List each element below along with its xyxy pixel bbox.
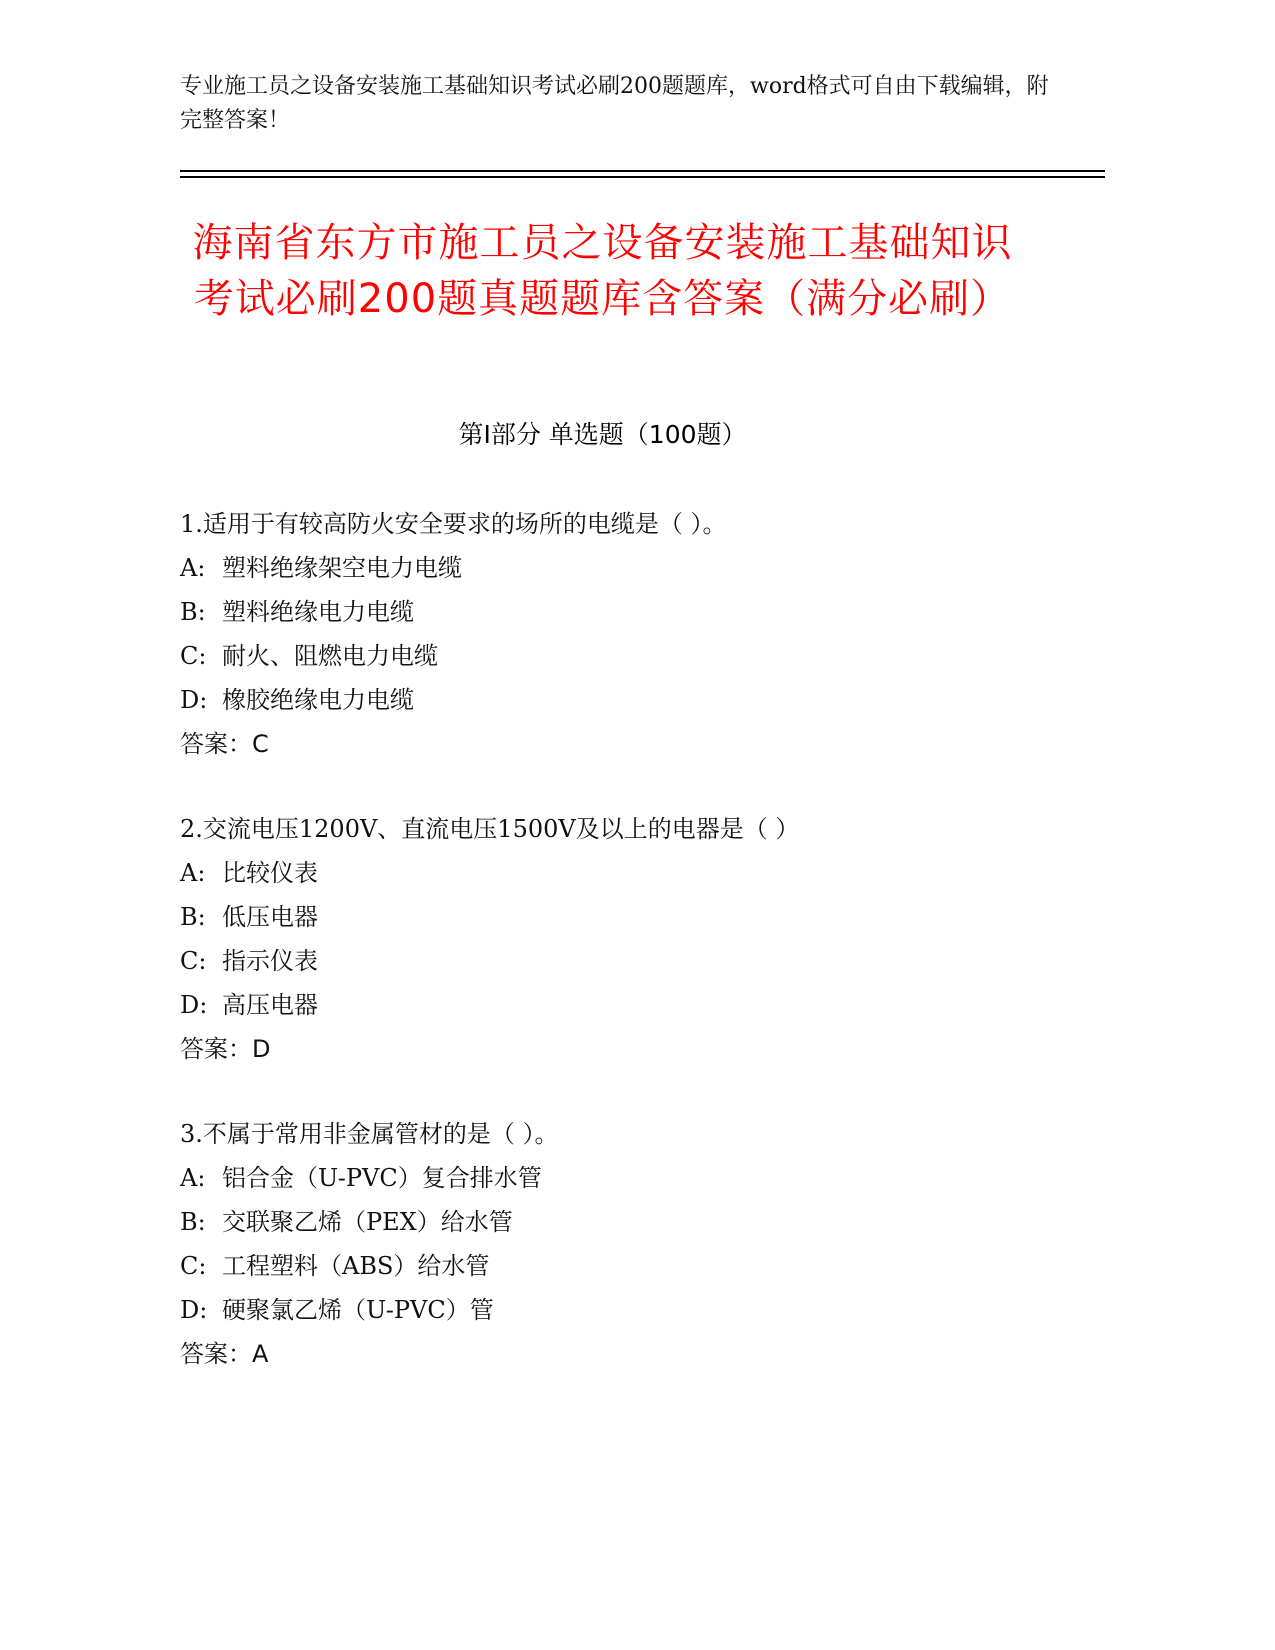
question-stem: 3.不属于常用非金属管材的是（ ）。 bbox=[180, 1120, 559, 1148]
option-text: 比较仪表 bbox=[222, 859, 318, 887]
option-d bbox=[180, 1288, 1080, 1332]
option-text: 塑料绝缘电力电缆 bbox=[222, 598, 414, 626]
option-text: 硬聚氯乙烯（U-PVC）管 bbox=[222, 1296, 494, 1324]
option-b bbox=[180, 590, 1080, 634]
option-a bbox=[180, 851, 1080, 895]
option-b bbox=[180, 895, 1080, 939]
option-a bbox=[180, 546, 1080, 590]
question-1 bbox=[180, 502, 1080, 766]
question-3 bbox=[180, 1112, 1080, 1376]
option-text: 塑料绝缘架空电力电缆 bbox=[222, 554, 462, 582]
document-title: 海南省东方市施工员之设备安装施工基础知识考试必刷200题真题题库含答案（满分必刷） bbox=[192, 220, 1013, 322]
option-key: A: bbox=[180, 1164, 206, 1192]
option-key: B: bbox=[180, 1208, 206, 1236]
option-c bbox=[180, 939, 1080, 983]
question-stem: 2.交流电压1200V、直流电压1500V及以上的电器是（ ） bbox=[180, 815, 800, 843]
option-text: 橡胶绝缘电力电缆 bbox=[222, 686, 414, 714]
option-c bbox=[180, 634, 1080, 678]
option-key: D: bbox=[180, 686, 208, 714]
option-key: D: bbox=[180, 1296, 208, 1324]
option-c bbox=[180, 1244, 1080, 1288]
option-d bbox=[180, 983, 1080, 1027]
section-title: 第Ⅰ部分 单选题（100题） bbox=[458, 420, 747, 449]
option-key: B: bbox=[180, 598, 206, 626]
option-key: A: bbox=[180, 859, 206, 887]
option-key: D: bbox=[180, 991, 208, 1019]
option-key: C: bbox=[180, 1252, 207, 1280]
option-text: 工程塑料（ABS）给水管 bbox=[222, 1252, 490, 1280]
answer-line: 答案：D bbox=[180, 1035, 271, 1063]
option-text: 低压电器 bbox=[222, 903, 318, 931]
option-text: 交联聚乙烯（PEX）给水管 bbox=[222, 1208, 513, 1236]
option-text: 高压电器 bbox=[222, 991, 318, 1019]
header-divider-top bbox=[180, 170, 1105, 172]
option-key: C: bbox=[180, 947, 207, 975]
answer-line: 答案：A bbox=[180, 1340, 269, 1368]
option-a bbox=[180, 1156, 1080, 1200]
option-key: C: bbox=[180, 642, 207, 670]
option-text: 耐火、阻燃电力电缆 bbox=[222, 642, 438, 670]
option-d bbox=[180, 678, 1080, 722]
header-note: 专业施工员之设备安装施工基础知识考试必刷200题题库，word格式可自由下载编辑，附完整答案！ bbox=[180, 74, 1049, 133]
option-key: A: bbox=[180, 554, 206, 582]
header-divider-bottom bbox=[180, 176, 1105, 178]
question-2 bbox=[180, 807, 1080, 1071]
option-text: 指示仪表 bbox=[222, 947, 318, 975]
option-b bbox=[180, 1200, 1080, 1244]
question-stem: 1.适用于有较高防火安全要求的场所的电缆是（ ）。 bbox=[180, 510, 727, 538]
option-key: B: bbox=[180, 903, 206, 931]
answer-line: 答案：C bbox=[180, 730, 269, 758]
option-text: 铝合金（U-PVC）复合排水管 bbox=[222, 1164, 542, 1192]
